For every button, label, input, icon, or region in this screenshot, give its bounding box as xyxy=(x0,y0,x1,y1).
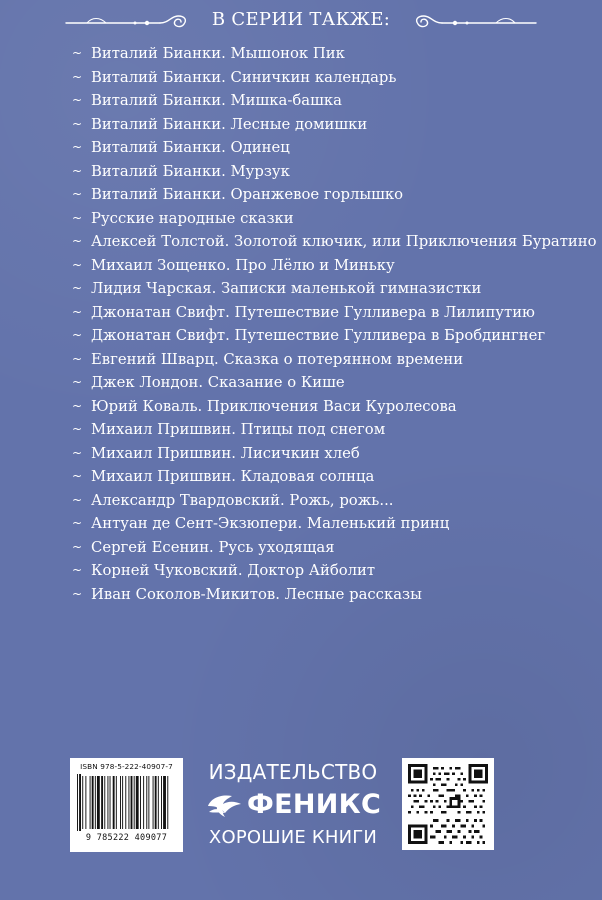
book-title: Виталий Бианки. Мурзук xyxy=(91,162,290,180)
tilde-bullet-icon: ~ xyxy=(71,469,83,483)
book-title: Юрий Коваль. Приключения Васи Куролесова xyxy=(91,397,457,415)
book-title: Виталий Бианки. Синичкин календарь xyxy=(91,68,397,86)
list-item xyxy=(0,89,602,113)
list-item xyxy=(0,113,602,137)
book-title: Корней Чуковский. Доктор Айболит xyxy=(91,562,376,579)
list-item xyxy=(0,371,602,395)
tilde-bullet-icon: ~ xyxy=(71,375,83,389)
book-title: Лидия Чарская. Записки маленькой гимназистки xyxy=(91,280,482,297)
book-title: Антуан де Сент-Экзюпери. Маленький принц xyxy=(91,515,450,532)
publisher-footer xyxy=(70,758,494,856)
list-item xyxy=(0,136,602,160)
tilde-bullet-icon: ~ xyxy=(71,93,83,107)
tilde-bullet-icon: ~ xyxy=(71,351,83,366)
tilde-bullet-icon: ~ xyxy=(71,398,83,413)
isbn-label: ISBN 978-5-222-40907-7 xyxy=(80,762,173,771)
list-item xyxy=(0,395,602,419)
book-title: Джонатан Свифт. Путешествие Гулливера в Бробдингнег xyxy=(91,327,546,344)
tilde-bullet-icon: ~ xyxy=(71,281,83,295)
tilde-bullet-icon: ~ xyxy=(71,257,83,272)
list-item xyxy=(0,536,602,560)
book-title: Михаил Зощенко. Про Лёлю и Миньку xyxy=(91,256,395,274)
book-title: Виталий Бианки. Мышонок Пик xyxy=(91,45,345,62)
tilde-bullet-icon: ~ xyxy=(71,586,83,601)
list-item xyxy=(0,160,602,184)
book-title: Александр Твардовский. Рожь, рожь... xyxy=(91,491,394,509)
tilde-bullet-icon: ~ xyxy=(71,563,83,577)
book-title: Иван Соколов-Микитов. Лесные рассказы xyxy=(91,585,422,603)
tilde-bullet-icon: ~ xyxy=(71,46,83,60)
qr-code-block xyxy=(402,758,494,850)
list-item xyxy=(0,42,602,66)
left-ornament-icon xyxy=(64,10,192,32)
tilde-bullet-icon: ~ xyxy=(71,492,83,507)
publisher-brand-name: ФЕНИКС xyxy=(247,789,382,820)
list-item xyxy=(0,559,602,583)
tilde-bullet-icon: ~ xyxy=(71,140,83,154)
list-item xyxy=(0,183,602,207)
barcode-block xyxy=(70,758,183,852)
book-title: Виталий Бианки. Лесные домишки xyxy=(91,115,368,133)
barcode-icon xyxy=(77,774,177,831)
list-item xyxy=(0,301,602,325)
list-item xyxy=(0,324,602,348)
series-header xyxy=(64,2,538,40)
book-title: Виталий Бианки. Оранжевое горлышко xyxy=(91,186,404,203)
list-item xyxy=(0,277,602,301)
tilde-bullet-icon: ~ xyxy=(71,328,83,342)
tilde-bullet-icon: ~ xyxy=(71,163,83,178)
right-ornament-icon xyxy=(410,10,538,32)
publisher-label: ИЗДАТЕЛЬСТВО xyxy=(208,760,378,784)
tilde-bullet-icon: ~ xyxy=(71,187,83,201)
barcode-number: 9 785222 409077 xyxy=(85,833,168,843)
tilde-bullet-icon: ~ xyxy=(71,516,83,530)
list-item xyxy=(0,348,602,372)
list-item xyxy=(0,207,602,231)
tilde-bullet-icon: ~ xyxy=(71,116,83,131)
list-item xyxy=(0,442,602,466)
tilde-bullet-icon: ~ xyxy=(71,539,83,554)
series-title: В СЕРИИ ТАКЖЕ: xyxy=(211,9,391,30)
list-item xyxy=(0,465,602,489)
book-title: Русские народные сказки xyxy=(91,209,294,227)
publisher-brand xyxy=(199,790,387,820)
book-title: Виталий Бианки. Мишка-башка xyxy=(91,92,342,109)
book-title: Евгений Шварц. Сказка о потерянном времени xyxy=(91,350,464,368)
list-item xyxy=(0,512,602,536)
tilde-bullet-icon: ~ xyxy=(71,210,83,225)
publisher-logo-block xyxy=(199,758,387,852)
list-item xyxy=(0,66,602,90)
tilde-bullet-icon: ~ xyxy=(71,234,83,248)
book-title: Джонатан Свифт. Путешествие Гулливера в Лилипутию xyxy=(91,303,535,321)
publisher-tagline: ХОРОШИЕ КНИГИ xyxy=(208,827,378,848)
list-item xyxy=(0,230,602,254)
series-book-list xyxy=(0,42,602,606)
tilde-bullet-icon: ~ xyxy=(71,422,83,436)
tilde-bullet-icon: ~ xyxy=(71,445,83,460)
book-title: Михаил Пришвин. Птицы под снегом xyxy=(91,421,386,438)
book-title: Михаил Пришвин. Кладовая солнца xyxy=(91,468,375,485)
tilde-bullet-icon: ~ xyxy=(71,304,83,319)
list-item xyxy=(0,254,602,278)
book-title: Виталий Бианки. Одинец xyxy=(91,139,290,156)
book-title: Михаил Пришвин. Лисичкин хлеб xyxy=(91,444,360,462)
book-title: Алексей Толстой. Золотой ключик, или Приключения Буратино xyxy=(91,233,597,250)
list-item xyxy=(0,489,602,513)
list-item xyxy=(0,418,602,442)
book-title: Сергей Есенин. Русь уходящая xyxy=(91,538,335,556)
phoenix-icon xyxy=(201,791,245,819)
list-item xyxy=(0,583,602,607)
tilde-bullet-icon: ~ xyxy=(71,69,83,84)
book-title: Джек Лондон. Сказание о Кише xyxy=(91,374,345,391)
qr-code-icon xyxy=(408,764,488,844)
